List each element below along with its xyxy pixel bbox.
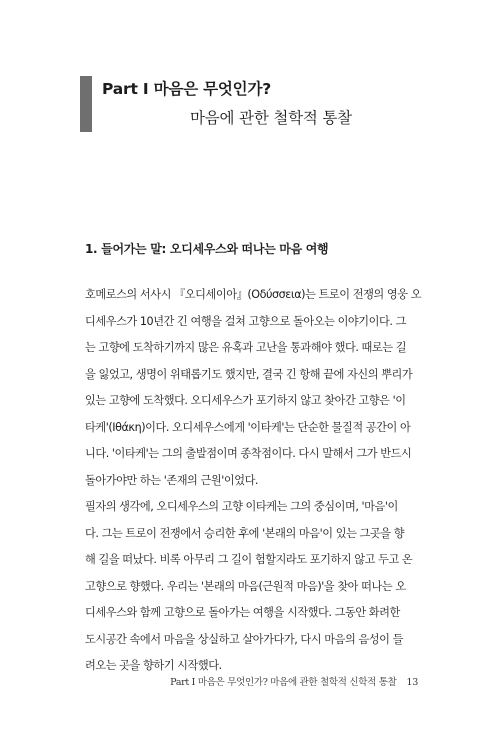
part-subtitle: 마음에 관한 철학적 통찰 [190,109,352,127]
text-line: 려오는 곳을 향하기 시작했다. [85,659,222,672]
part-accent-bar [80,76,92,132]
page-number: 13 [406,677,418,688]
part-header [80,76,420,132]
text-line: 디세우스와 함께 고향으로 돌아가는 여행을 시작했다. 그동안 화려한 [85,606,400,619]
text-line: 도시공간 속에서 마음을 상실하고 살아가다가, 다시 마음의 음성이 들 [85,632,403,646]
text-line: 돌아가야만 하는 '존재의 근원'이었다. [85,473,259,487]
paragraph-1 [85,282,422,494]
text-line: 호메로스의 서사시 『오디세이아』(Οδύσσεια)는 트로이 전쟁의 영웅 오 [85,288,422,301]
text-line: 해 길을 떠났다. 비록 아무리 그 길이 험할지라도 포기하지 않고 두고 온 [85,553,413,566]
text-line: 디세우스가 10년간 긴 여행을 걸쳐 고향으로 돌아오는 이야기이다. 그 [85,314,406,328]
section-heading: 1. 들어가는 말: 오디세우스와 떠나는 마음 여행 [85,242,329,256]
text-line: 있는 고향에 도착했다. 오디세우스가 포기하지 않고 찾아간 고향은 '이 [85,394,406,407]
part-title: Part Ⅰ 마음은 무엇인가? [102,80,272,98]
running-footer [150,674,418,688]
text-line: 고향으로 향했다. 우리는 '본래의 마음(근원적 마음)'을 찾아 떠나는 오 [85,579,406,593]
text-line: 필자의 생각에, 오디세우스의 고향 이타케는 그의 중심이며, '마음'이 [85,500,398,513]
text-line: 을 잃었고, 생명이 위태롭기도 했지만, 결국 긴 항해 끝에 자신의 뿌리가 [85,367,413,381]
paragraph-2 [85,494,417,680]
text-line: 니다. '이타케'는 그의 출발점이며 종착점이다. 다시 말해서 그가 반드시 [85,447,412,460]
text-line: 타케'(Ιθάκη)이다. 오디세우스에게 '이타케'는 단순한 물질적 공간이 아 [85,420,411,434]
text-line: 다. 그는 트로이 전쟁에서 승리한 후에 '본래의 마음'이 있는 그곳을 향 [85,526,405,540]
running-title: Part Ⅰ 마음은 무엇인가? 마음에 관한 철학적 신학적 통찰 [170,677,397,688]
text-line: 는 고향에 도착하기까지 많은 유혹과 고난을 통과해야 했다. 때로는 길 [85,341,407,354]
